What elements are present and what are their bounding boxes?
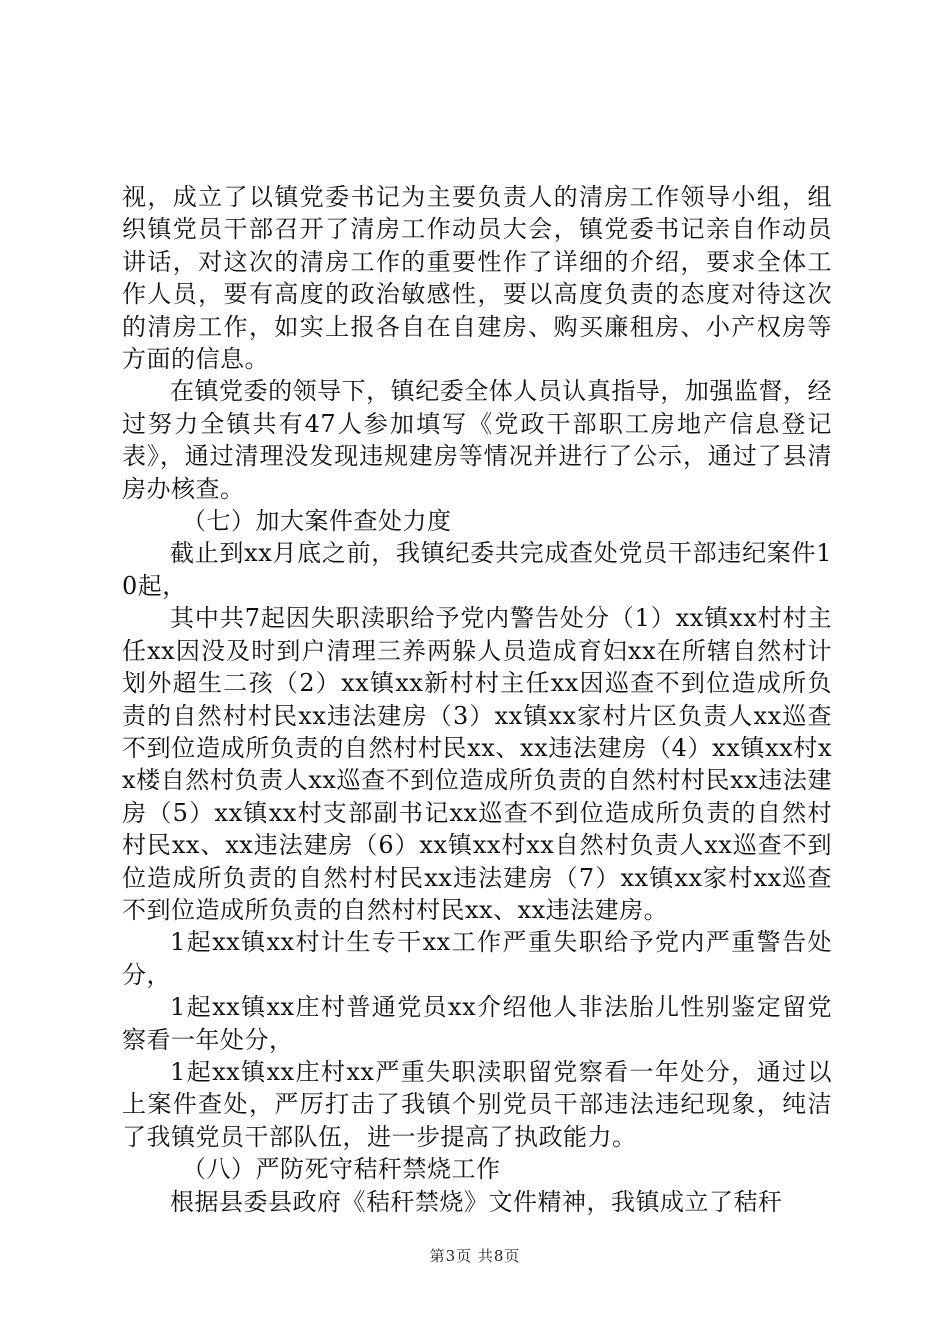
paragraph-straw-burning: 根据县委县政府《秸秆禁烧》文件精神，我镇成立了秸秆	[170, 1187, 783, 1216]
paragraph-case-summary: 截止到xx月底之前，我镇纪委共完成查处党员干部违纪案件10起，	[122, 539, 832, 600]
paragraph-housing-check: 在镇党委的领导下，镇纪委全体人员认真指导，加强监督，经过努力全镇共有47人参加填写《党政干部职工房地产信息登记表》，通过清理没发现违规建房等情况并进行了公示，通过了县清房办核查。	[122, 377, 832, 503]
document-body	[122, 181, 832, 1218]
paragraph-warning-cases: 其中共7起因失职渎职给予党内警告处分（1）xx镇xx村村主任xx因没及时到户清理三养两躲人员造成育妇xx在所辖自然村计划外超生二孩（2）xx镇xx新村村主任xx因巡查不到位造成所负责的自然村村民xx违法建房（3）xx镇xx家村片区负责人xx巡查不到位造成所负责的自然村村民xx、xx违法建房（4）xx镇xx村xx楼自然村负责人xx巡查不到位造成所负责的自然村村民xx违法建房（5）xx镇xx村支部副书记xx巡查不到位造成所负责的自然村村民xx、xx违法建房（6）xx镇xx村xx自然村负责人xx巡查不到位造成所负责的自然村村民xx违法建房（7）xx镇xx家村xx巡查不到位造成所负责的自然村村民xx、xx违法建房。	[122, 604, 832, 924]
paragraph-serious-warning-case: 1起xx镇xx村计生专干xx工作严重失职给予党内严重警告处分，	[122, 928, 832, 989]
page-footer	[0, 1245, 950, 1266]
section-heading-seven: （七）加大案件查处力度	[182, 507, 452, 536]
section-heading-eight: （八）严防死守秸秆禁烧工作	[182, 1155, 501, 1184]
paragraph-probation-case-2: 1起xx镇xx庄村xx严重失职渎职留党察看一年处分，通过以上案件查处，严厉打击了我镇个别党员干部违法违纪现象，纯洁了我镇党员干部队伍，进一步提高了执政能力。	[122, 1057, 832, 1151]
paragraph-probation-case-1: 1起xx镇xx庄村普通党员xx介绍他人非法胎儿性别鉴定留党察看一年处分，	[122, 993, 832, 1054]
paragraph-continuation: 视，成立了以镇党委书记为主要负责人的清房工作领导小组，组织镇党员干部召开了清房工作动员大会，镇党委书记亲自作动员讲话，对这次的清房工作的重要性作了详细的介绍，要求全体工作人员，要有高度的政治敏感性，要以高度负责的态度对待这次的清房工作，如实上报各自在自建房、购买廉租房、小产权房等方面的信息。	[122, 183, 832, 374]
page-number-label: 第3页 共8页	[429, 1247, 521, 1265]
